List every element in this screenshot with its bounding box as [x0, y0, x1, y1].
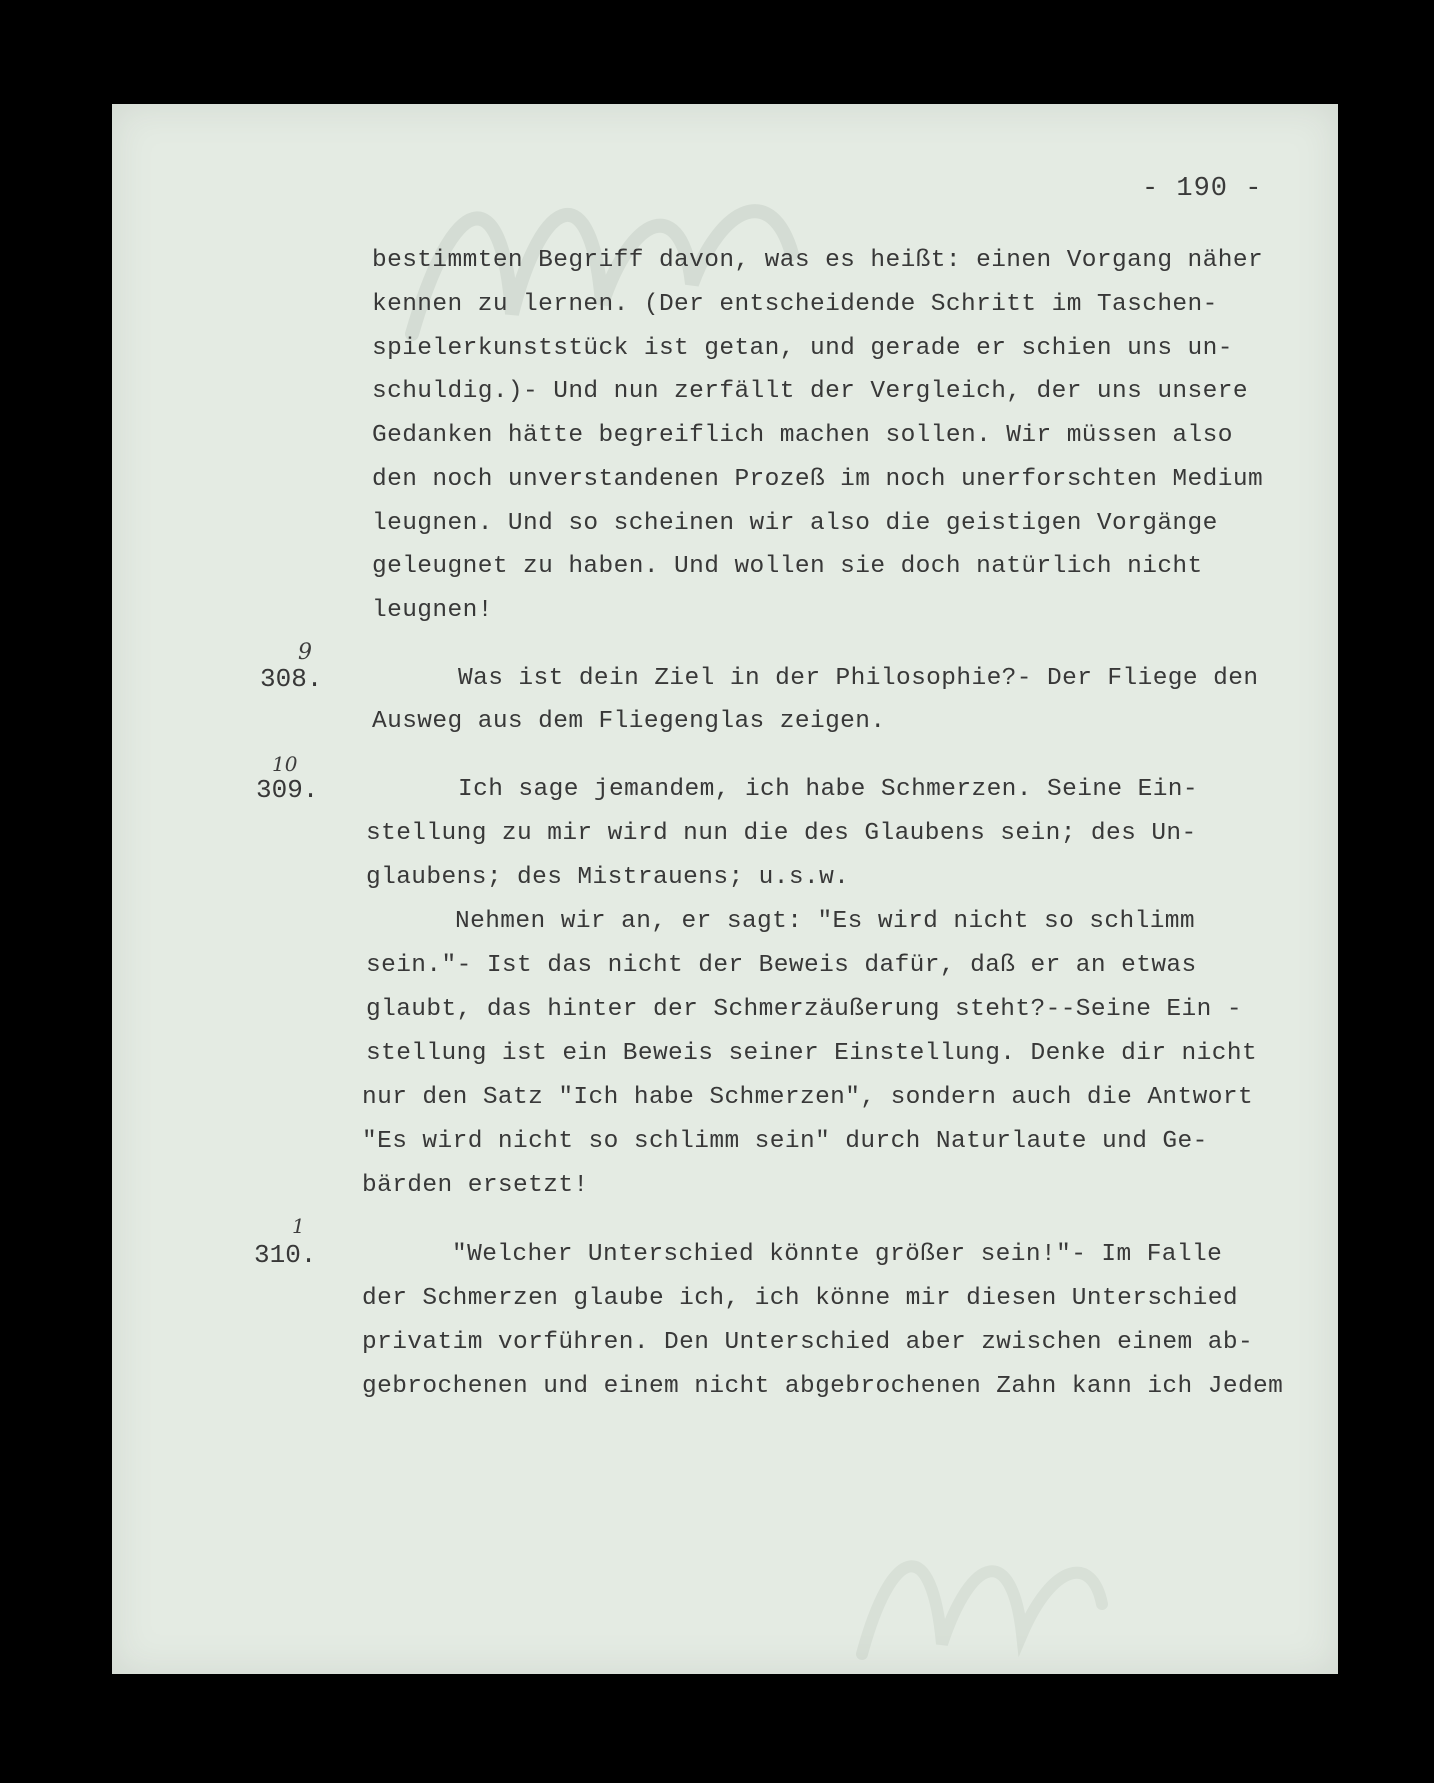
- text-line: nur den Satz "Ich habe Schmerzen", sondern auch die Antwort: [362, 1084, 1254, 1111]
- handwritten-correction: 10: [272, 752, 298, 776]
- text-line: glaubt, das hinter der Schmerzäußerung steht?--Seine Ein -: [366, 996, 1242, 1023]
- text-line: geleugnet zu haben. Und wollen sie doch natürlich nicht: [372, 553, 1203, 580]
- text-line: den noch unverstandenen Prozeß im noch unerforschten Medium: [372, 466, 1264, 493]
- paper-watermark: [392, 134, 812, 354]
- text-line: schuldig.)- Und nun zerfällt der Vergleich, der uns unsere: [372, 378, 1248, 405]
- text-line: kennen zu lernen. (Der entscheidende Schritt im Taschen-: [372, 291, 1218, 318]
- remark-number: 308.: [260, 664, 323, 694]
- handwritten-correction: 1: [292, 1214, 305, 1238]
- text-line: der Schmerzen glaube ich, ich könne mir diesen Unterschied: [362, 1285, 1238, 1312]
- remark-number: 310.: [254, 1240, 317, 1270]
- text-line: "Es wird nicht so schlimm sein" durch Naturlaute und Ge-: [362, 1128, 1208, 1155]
- text-line: Ich sage jemandem, ich habe Schmerzen. Seine Ein-: [458, 776, 1199, 803]
- text-line: Gedanken hätte begreiflich machen sollen. Wir müssen also: [372, 422, 1233, 449]
- remark-number: 309.: [256, 775, 319, 805]
- paper-watermark-lower: [852, 1504, 1112, 1674]
- text-line: bestimmten Begriff davon, was es heißt: einen Vorgang näher: [372, 247, 1264, 274]
- text-line: Nehmen wir an, er sagt: "Es wird nicht so schlimm: [455, 908, 1196, 935]
- text-line: spielerkunststück ist getan, und gerade er schien uns un-: [372, 335, 1233, 362]
- text-line: Was ist dein Ziel in der Philosophie?- Der Fliege den: [458, 665, 1259, 692]
- typescript-page: [112, 104, 1338, 1674]
- page-number: - 190 -: [1142, 174, 1263, 204]
- text-line: "Welcher Unterschied könnte größer sein!"- Im Falle: [452, 1241, 1223, 1268]
- text-line: privatim vorführen. Den Unterschied aber zwischen einem ab-: [362, 1329, 1254, 1356]
- text-line: sein."- Ist das nicht der Beweis dafür, daß er an etwas: [366, 952, 1197, 979]
- text-line: gebrochenen und einem nicht abgebrochenen Zahn kann ich Jedem: [362, 1373, 1284, 1400]
- text-line: leugnen. Und so scheinen wir also die geistigen Vorgänge: [372, 510, 1218, 537]
- text-line: stellung zu mir wird nun die des Glaubens sein; des Un-: [366, 820, 1197, 847]
- handwritten-correction: 9: [298, 640, 312, 665]
- text-line: glaubens; des Mistrauens; u.s.w.: [366, 864, 850, 891]
- text-line: stellung ist ein Beweis seiner Einstellung. Denke dir nicht: [366, 1040, 1258, 1067]
- text-line: leugnen!: [372, 597, 493, 624]
- text-line: bärden ersetzt!: [362, 1172, 589, 1199]
- text-line: Ausweg aus dem Fliegenglas zeigen.: [372, 708, 886, 735]
